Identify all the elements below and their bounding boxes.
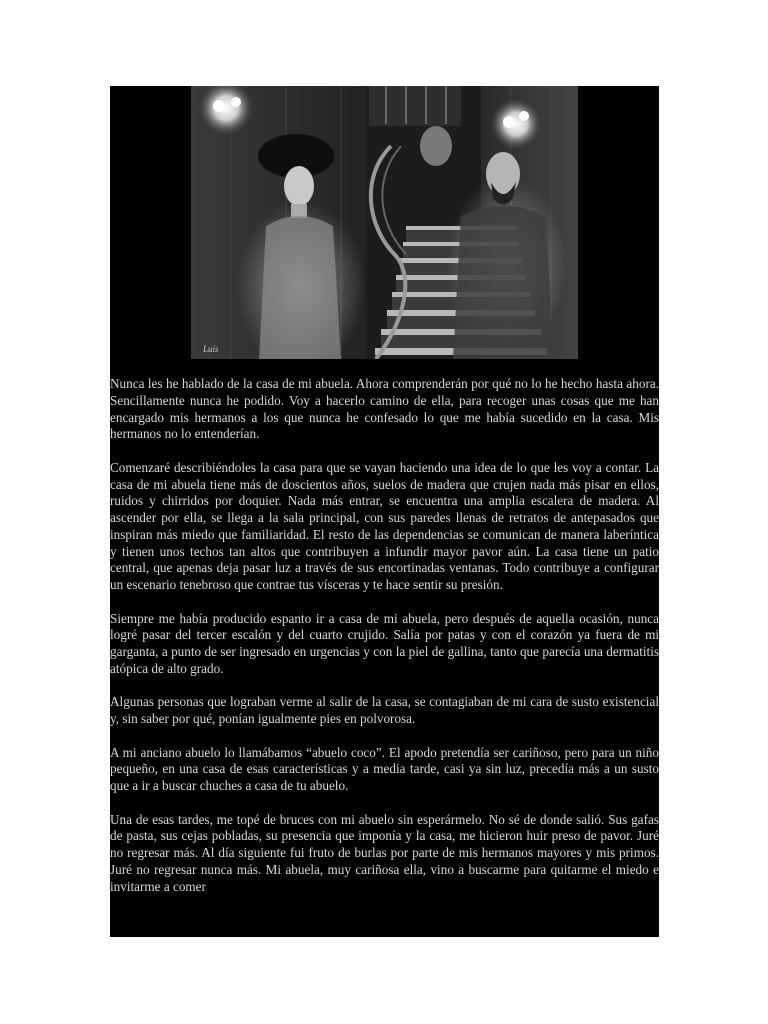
ghost-photo-icon: [191, 86, 578, 359]
paragraph-4: Algunas personas que lograban verme al salir de la casa, se contagiaban de mi cara de susto existencial y, sin saber por qué, ponían igualmente pies en polvorosa.: [110, 694, 659, 726]
paragraph-3: Siempre me había producido espanto ir a casa de mi abuela, pero después de aquella ocasión, nunca logré pasar del tercer escalón y del cuarto crujido. Salía por patas y con el corazón ya fuera de mi garganta, a punto de ser ingresado en urgencias y con la piel de gallina, tanto que parecía una dermatitis atópica de alto grado.: [110, 610, 659, 676]
paragraph-2: Comenzaré describiéndoles la casa para que se vayan haciendo una idea de lo que les voy a contar. La casa de mi abuela tiene más de doscientos años, suelos de madera que crujen nada más pisar en ellos, ruidos y chirridos por doquier. Nada más entrar, se encuentra una amplia escalera de madera. Al ascender por ella, se llega a la sala principal, con sus paredes llenas de retratos de antepasados que inspiran más miedo que familiaridad. El resto de las dependencias se comunican de manera laberíntica y tienen unos techos tan altos que contribuyen a infundir mayor pavor aún. La casa tiene un patio central, que apenas deja pasar luz a través de sus encortinadas ventanas. Todo contribuye a configurar un escenario tenebroso que contrae tus vísceras y te hace sentir su presión.: [110, 459, 659, 592]
paragraph-6: Una de esas tardes, me topé de bruces con mi abuelo sin esperármelo. No sé de donde salió. Sus gafas de pasta, sus cejas pobladas, su presencia que imponía y la casa, me hicieron huir preso de pavor. Juré no regresar más. Al día siguiente fui fruto de burlas por parte de mis hermanos mayores y mis primos. Juré no regresar nunca más. Mi abuela, muy cariñosa ella, vino a buscarme para quitarme el miedo e invitarme a comer: [110, 811, 659, 894]
photo-signature: Luis: [203, 344, 219, 354]
paragraph-1: Nunca les he hablado de la casa de mi abuela. Ahora comprenderán por qué no lo he hecho hasta ahora. Sencillamente nunca he podido. Voy a hacerlo camino de ella, para recoger unas cosas que me han encargado mis hermanos a los que nunca he confesado lo que me había sucedido en la casa. Mis hermanos no lo entenderían.: [110, 376, 659, 442]
document-page: [110, 86, 659, 937]
paragraph-5: A mi anciano abuelo lo llamábamos “abuelo coco”. El apodo pretendía ser cariñoso, pero para un niño pequeño, en una casa de esas características y a media tarde, casi ya sin luz, precedía más a un susto que a ir a buscar chuches a casa de tu abuelo.: [110, 744, 659, 793]
story-text: [110, 376, 659, 912]
